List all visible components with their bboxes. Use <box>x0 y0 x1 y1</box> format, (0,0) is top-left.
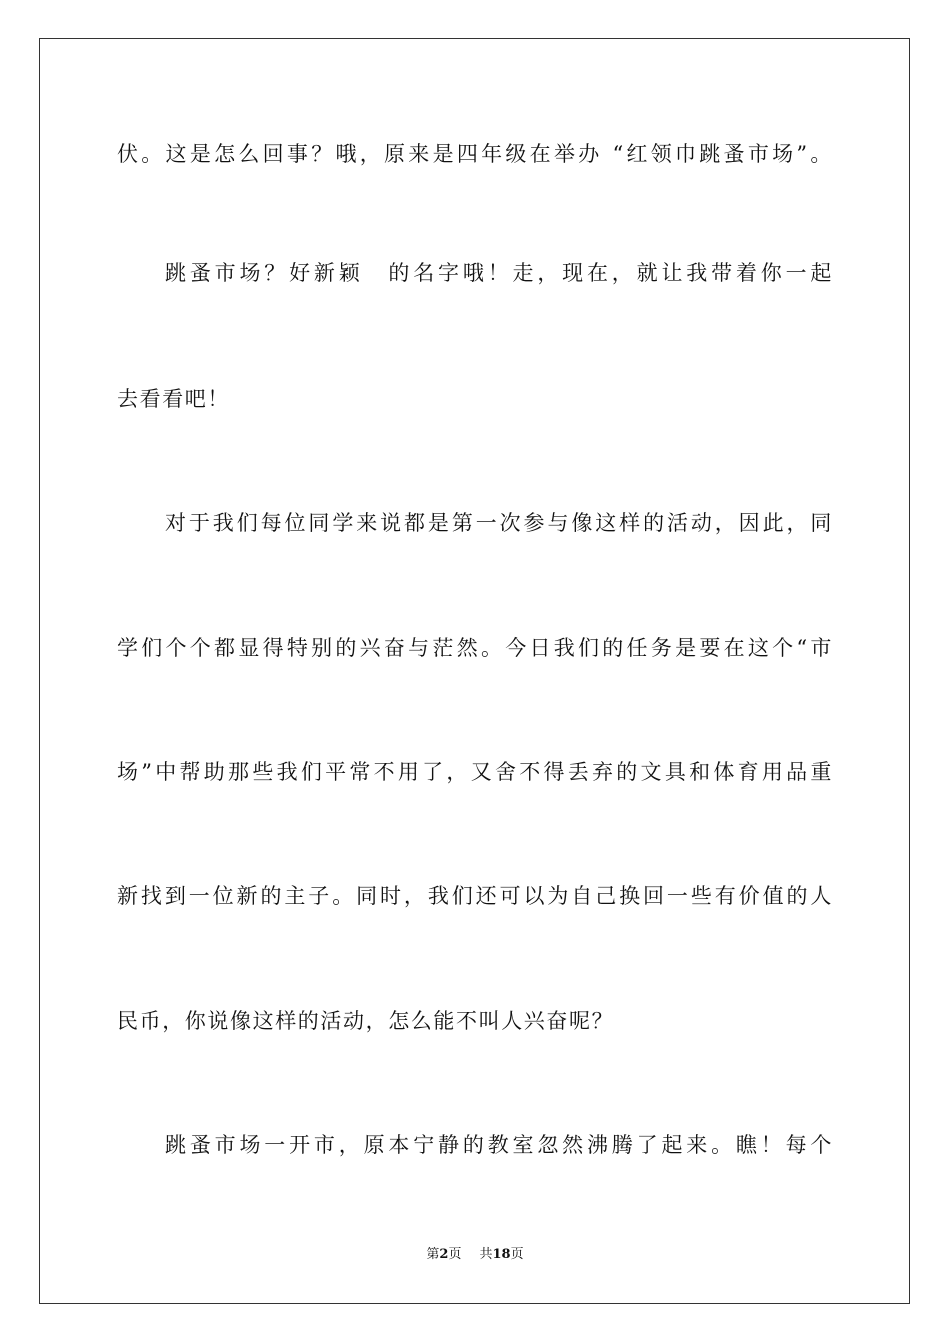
text-line-2: 跳蚤市场？好新颖 的名字哦！走，现在，就让我带着你一起 <box>165 261 833 285</box>
page-footer <box>0 1246 950 1264</box>
footer-total-suffix: 页 <box>510 1247 524 1262</box>
footer-total-prefix: 共 <box>479 1247 493 1262</box>
footer-page-number: 2 <box>439 1247 449 1262</box>
text-line-4: 对于我们每位同学来说都是第一次参与像这样的活动，因此，同 <box>165 511 833 535</box>
text-line-3: 去看看吧！ <box>117 387 230 411</box>
footer-total-number: 18 <box>492 1247 511 1262</box>
text-line-7: 新找到一位新的主子。同时，我们还可以为自己换回一些有价值的人 <box>117 884 833 908</box>
text-line-1: 伏。这是怎么回事？哦，原来是四年级在举办 “红领巾跳蚤市场”。 <box>117 142 833 166</box>
text-line-5: 学们个个都显得特别的兴奋与茫然。今日我们的任务是要在这个“市 <box>117 636 833 660</box>
text-line-9: 跳蚤市场一开市，原本宁静的教室忽然沸腾了起来。瞧！每个 <box>165 1133 833 1157</box>
text-line-8: 民币，你说像这样的活动，怎么能不叫人兴奋呢？ <box>117 1009 615 1033</box>
footer-page-suffix: 页 <box>448 1247 462 1262</box>
footer-page-prefix: 第 <box>426 1247 440 1262</box>
page-border <box>39 38 910 1304</box>
text-line-6: 场”中帮助那些我们平常不用了，又舍不得丢弃的文具和体育用品重 <box>117 760 833 784</box>
